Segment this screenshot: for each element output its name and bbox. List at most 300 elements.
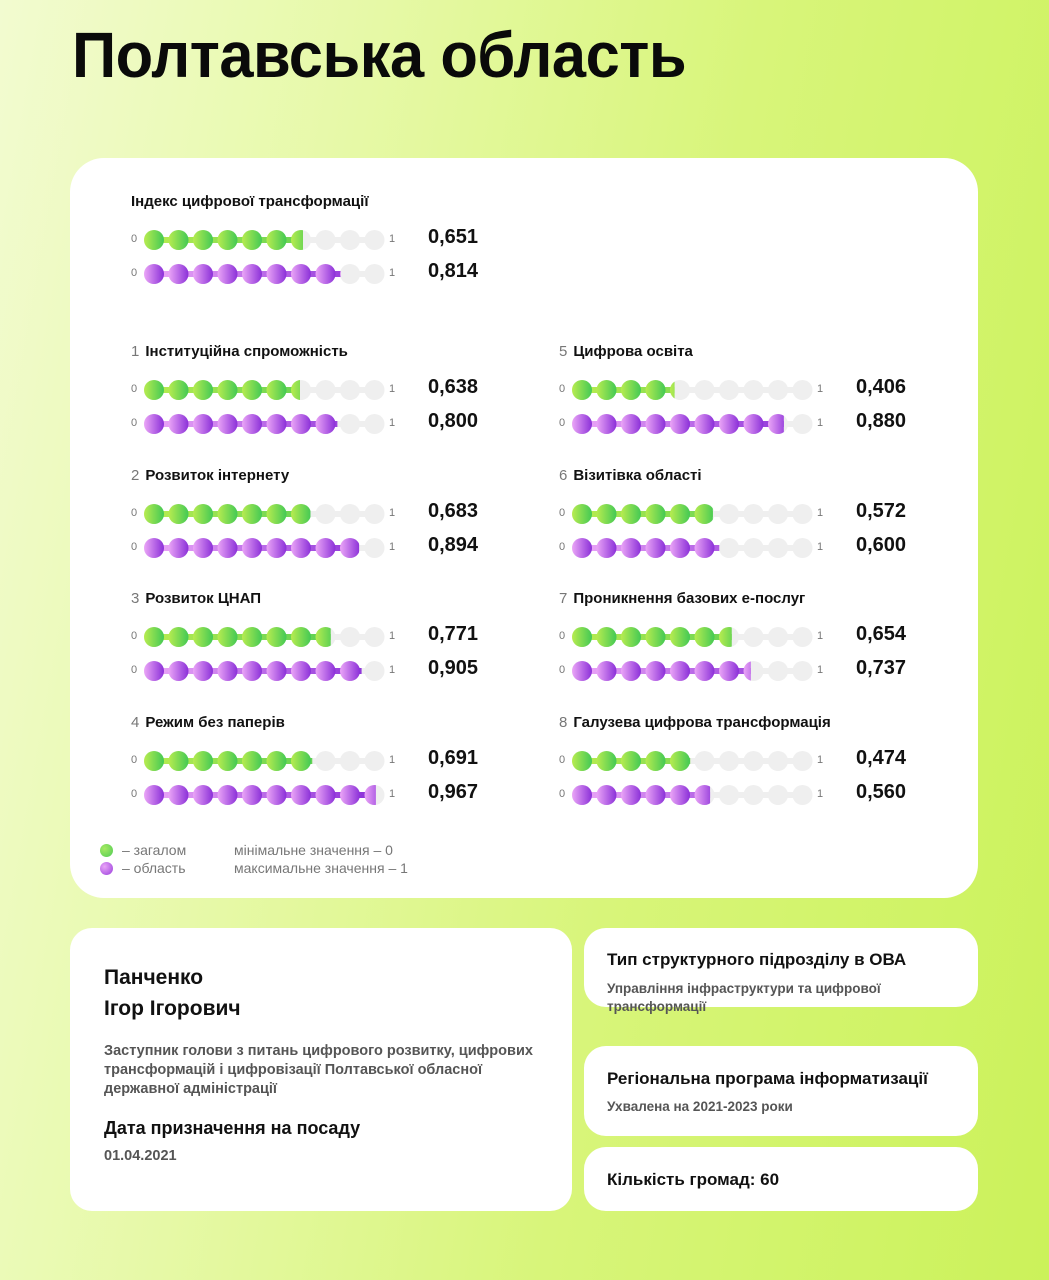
- block-title: [559, 590, 805, 607]
- row-overall: [131, 226, 491, 251]
- bar-bead: [719, 380, 739, 400]
- value-region: 0,967: [428, 781, 479, 803]
- value-overall: 0,654: [856, 623, 907, 645]
- bar-bead: [695, 627, 715, 647]
- row-overall: [559, 623, 919, 648]
- value-overall: 0,651: [428, 226, 479, 248]
- bar-region: [143, 263, 386, 285]
- bar-region: [571, 537, 814, 559]
- bar-bead: [670, 414, 690, 434]
- bar-bead: [646, 785, 666, 805]
- bar-bead: [646, 661, 666, 681]
- bar-overall: [571, 750, 814, 772]
- bar-bead: [193, 230, 213, 250]
- bar-bead: [144, 504, 164, 524]
- row-overall: [131, 623, 491, 648]
- bar-bead: [365, 414, 385, 434]
- bar-bead: [144, 264, 164, 284]
- bar-bead: [621, 538, 641, 558]
- bar-bead: [768, 538, 788, 558]
- bar-bead: [340, 264, 360, 284]
- bar-fill: [572, 414, 813, 434]
- scale-max-label: 1: [389, 267, 396, 279]
- bar-bead: [267, 627, 287, 647]
- scale-min-label: 0: [131, 630, 138, 642]
- scale-min-label: 0: [131, 383, 138, 395]
- bar-bead: [793, 627, 813, 647]
- row-region: [131, 781, 491, 806]
- block-label: Розвиток інтернету: [145, 467, 290, 484]
- bar-bead: [695, 414, 715, 434]
- bar-bead: [597, 504, 617, 524]
- bar-bead: [340, 230, 360, 250]
- bar-bead: [621, 414, 641, 434]
- bar-bead: [597, 751, 617, 771]
- bar-overall: [143, 229, 386, 251]
- block-label: Візитівка області: [573, 467, 702, 484]
- bar-bead: [169, 751, 189, 771]
- bar-bead: [169, 264, 189, 284]
- bar-bead: [365, 380, 385, 400]
- bar-bead: [646, 380, 666, 400]
- official-name: [104, 962, 241, 1024]
- bar-bead: [340, 627, 360, 647]
- bar-bead: [291, 264, 311, 284]
- bar-bead: [193, 751, 213, 771]
- value-region: 0,880: [856, 410, 907, 432]
- row-overall: [131, 500, 491, 525]
- bar-bead: [646, 504, 666, 524]
- value-overall: 0,474: [856, 747, 907, 769]
- value-region: 0,894: [428, 534, 479, 556]
- block-number: 8: [559, 714, 568, 731]
- bar-region: [143, 660, 386, 682]
- bar-bead: [768, 504, 788, 524]
- bar-bead: [646, 538, 666, 558]
- row-region: [131, 260, 491, 285]
- legend-dot-overall-icon: [100, 844, 113, 857]
- block-number: 4: [131, 714, 140, 731]
- bar-bead: [242, 264, 262, 284]
- scale-max-label: 1: [389, 754, 396, 766]
- bar-bead: [193, 264, 213, 284]
- bar-region: [143, 413, 386, 435]
- bar-bead: [695, 661, 715, 681]
- bar-bead: [744, 751, 764, 771]
- bar-bead: [646, 751, 666, 771]
- row-overall: [559, 376, 919, 401]
- bar-bead: [572, 627, 592, 647]
- scale-min-label: 0: [131, 233, 138, 245]
- scale-min-label: 0: [131, 417, 138, 429]
- appointment-date-label: Дата призначення на посаду: [104, 1118, 361, 1138]
- bar-bead: [316, 538, 336, 558]
- bar-bead: [744, 504, 764, 524]
- bar-region: [143, 537, 386, 559]
- bar-bead: [169, 627, 189, 647]
- row-overall: [131, 747, 491, 772]
- official-role: Заступник голови з питань цифрового розвитку, цифрових трансформацій і цифровізації Полтавської обласної державної адміністрації: [104, 1043, 533, 1097]
- scale-max-label: 1: [817, 630, 824, 642]
- bar-region: [571, 413, 814, 435]
- block-label: Режим без паперів: [145, 714, 285, 731]
- bar-bead: [291, 627, 311, 647]
- bar-bead: [695, 751, 715, 771]
- bar-bead: [193, 538, 213, 558]
- index-chart-card: [70, 158, 978, 898]
- bar-bead: [768, 627, 788, 647]
- block-label: Галузева цифрова трансформація: [573, 714, 831, 731]
- row-overall: [559, 500, 919, 525]
- bar-overall: [143, 626, 386, 648]
- unit-type-title: Тип структурного підрозділу в ОВА: [607, 950, 907, 969]
- value-overall: 0,683: [428, 500, 479, 522]
- bar-bead: [242, 538, 262, 558]
- bar-bead: [670, 538, 690, 558]
- official-card: [70, 928, 572, 1211]
- bar-bead: [267, 785, 287, 805]
- bar-overall: [143, 750, 386, 772]
- bar-overall: [571, 503, 814, 525]
- bar-bead: [316, 504, 336, 524]
- block-label: Індекс цифрової трансформації: [131, 193, 369, 210]
- bar-bead: [744, 414, 764, 434]
- bar-fill: [144, 538, 385, 558]
- communities-card: [584, 1147, 978, 1211]
- bar-bead: [193, 627, 213, 647]
- bar-bead: [144, 751, 164, 771]
- bar-bead: [597, 538, 617, 558]
- bar-bead: [267, 504, 287, 524]
- value-region: 0,600: [856, 534, 907, 556]
- bar-overall: [571, 379, 814, 401]
- legend-note-min: мінімальне значення – 0: [234, 842, 393, 858]
- bar-bead: [169, 785, 189, 805]
- bar-bead: [597, 785, 617, 805]
- bar-bead: [670, 785, 690, 805]
- legend-label-region: – область: [122, 860, 186, 876]
- block-number: 3: [131, 590, 140, 607]
- bar-bead: [719, 785, 739, 805]
- bar-bead: [597, 380, 617, 400]
- bar-bead: [218, 504, 238, 524]
- bar-bead: [291, 504, 311, 524]
- scale-max-label: 1: [817, 541, 824, 553]
- value-overall: 0,572: [856, 500, 907, 522]
- value-overall: 0,638: [428, 376, 479, 398]
- bar-bead: [193, 661, 213, 681]
- row-overall: [559, 747, 919, 772]
- bar-bead: [793, 414, 813, 434]
- block-title: [131, 714, 285, 731]
- bar-bead: [291, 538, 311, 558]
- bar-region: [143, 784, 386, 806]
- bar-bead: [267, 380, 287, 400]
- bar-bead: [621, 661, 641, 681]
- scale-min-label: 0: [131, 267, 138, 279]
- bar-bead: [193, 785, 213, 805]
- bar-bead: [621, 504, 641, 524]
- bar-bead: [267, 661, 287, 681]
- bar-bead: [218, 230, 238, 250]
- legend-label-overall: – загалом: [122, 842, 187, 858]
- bar-bead: [744, 785, 764, 805]
- bar-bead: [365, 264, 385, 284]
- bar-bead: [340, 504, 360, 524]
- bar-bead: [719, 504, 739, 524]
- scale-min-label: 0: [131, 754, 138, 766]
- bar-bead: [572, 414, 592, 434]
- bar-bead: [144, 538, 164, 558]
- bar-bead: [267, 264, 287, 284]
- bar-bead: [316, 414, 336, 434]
- bar-bead: [144, 785, 164, 805]
- bar-bead: [340, 380, 360, 400]
- bar-bead: [169, 230, 189, 250]
- block-number: 7: [559, 590, 568, 607]
- bar-bead: [793, 751, 813, 771]
- info-program-value: Ухвалена на 2021-2023 роки: [607, 1099, 793, 1114]
- bar-bead: [169, 380, 189, 400]
- bar-bead: [768, 785, 788, 805]
- bar-bead: [291, 661, 311, 681]
- scale-min-label: 0: [559, 383, 566, 395]
- bar-bead: [621, 751, 641, 771]
- scale-min-label: 0: [559, 630, 566, 642]
- bar-bead: [316, 380, 336, 400]
- bar-bead: [621, 785, 641, 805]
- bar-bead: [218, 380, 238, 400]
- block-title: [131, 343, 348, 360]
- legend-note-max: максимальне значення – 1: [234, 860, 408, 876]
- block-title: [131, 590, 261, 607]
- value-overall: 0,406: [856, 376, 907, 398]
- bar-bead: [267, 230, 287, 250]
- bar-bead: [744, 538, 764, 558]
- bar-bead: [646, 414, 666, 434]
- bar-bead: [670, 504, 690, 524]
- scale-max-label: 1: [817, 507, 824, 519]
- scale-min-label: 0: [559, 754, 566, 766]
- bar-bead: [670, 627, 690, 647]
- bar-bead: [242, 627, 262, 647]
- scale-max-label: 1: [389, 541, 396, 553]
- bar-bead: [340, 538, 360, 558]
- bar-bead: [365, 627, 385, 647]
- bar-bead: [793, 538, 813, 558]
- value-overall: 0,771: [428, 623, 479, 645]
- bar-bead: [695, 538, 715, 558]
- bar-bead: [291, 785, 311, 805]
- bar-fill: [144, 785, 385, 805]
- bar-bead: [719, 414, 739, 434]
- bar-region: [571, 784, 814, 806]
- bar-bead: [572, 751, 592, 771]
- value-region: 0,814: [428, 260, 479, 282]
- bar-bead: [719, 661, 739, 681]
- bar-bead: [218, 785, 238, 805]
- bar-bead: [340, 661, 360, 681]
- block-label: Проникнення базових е-послуг: [573, 590, 806, 607]
- bar-bead: [218, 751, 238, 771]
- page-title: Полтавська область: [72, 19, 687, 91]
- scale-min-label: 0: [559, 507, 566, 519]
- bar-bead: [291, 751, 311, 771]
- bar-bead: [695, 504, 715, 524]
- value-region: 0,560: [856, 781, 907, 803]
- bar-overall: [143, 379, 386, 401]
- bar-bead: [695, 380, 715, 400]
- bar-fill: [144, 661, 385, 681]
- bar-bead: [144, 661, 164, 681]
- value-region: 0,800: [428, 410, 479, 432]
- scale-min-label: 0: [559, 664, 566, 676]
- bar-bead: [768, 661, 788, 681]
- scale-min-label: 0: [131, 788, 138, 800]
- bar-bead: [340, 414, 360, 434]
- bar-bead: [218, 661, 238, 681]
- block-number: 5: [559, 343, 568, 360]
- block-title: [559, 714, 831, 731]
- bar-region: [571, 660, 814, 682]
- block-number: 2: [131, 467, 140, 484]
- bar-bead: [768, 380, 788, 400]
- bar-bead: [719, 538, 739, 558]
- appointment-date: 01.04.2021: [104, 1148, 177, 1164]
- row-overall: [131, 376, 491, 401]
- bar-bead: [793, 661, 813, 681]
- bar-bead: [218, 627, 238, 647]
- bar-bead: [768, 751, 788, 771]
- bar-overall: [143, 503, 386, 525]
- bar-bead: [646, 627, 666, 647]
- bar-bead: [572, 504, 592, 524]
- bar-bead: [316, 230, 336, 250]
- bar-bead: [793, 504, 813, 524]
- bar-bead: [144, 414, 164, 434]
- unit-type-card: [584, 928, 978, 1014]
- bar-bead: [267, 414, 287, 434]
- bar-bead: [365, 661, 385, 681]
- block-label: Інституційна спроможність: [145, 343, 348, 360]
- scale-min-label: 0: [131, 507, 138, 519]
- bar-bead: [597, 414, 617, 434]
- value-region: 0,737: [856, 657, 907, 679]
- bar-bead: [572, 785, 592, 805]
- bar-bead: [218, 538, 238, 558]
- scale-max-label: 1: [389, 664, 396, 676]
- bar-bead: [719, 751, 739, 771]
- bar-bead: [242, 751, 262, 771]
- bar-bead: [572, 538, 592, 558]
- bar-bead: [621, 627, 641, 647]
- row-region: [559, 781, 919, 806]
- bar-bead: [572, 380, 592, 400]
- bar-bead: [242, 380, 262, 400]
- bar-bead: [365, 538, 385, 558]
- scale-min-label: 0: [131, 664, 138, 676]
- bar-bead: [365, 504, 385, 524]
- block-title: [131, 193, 369, 210]
- bar-bead: [242, 504, 262, 524]
- scale-max-label: 1: [817, 788, 824, 800]
- unit-type-value: Управління інфраструктури та цифрової трансформації: [607, 981, 881, 1014]
- scale-min-label: 0: [559, 417, 566, 429]
- row-region: [559, 657, 919, 682]
- bar-bead: [242, 785, 262, 805]
- scale-max-label: 1: [817, 754, 824, 766]
- bar-bead: [291, 414, 311, 434]
- row-region: [131, 410, 491, 435]
- scale-min-label: 0: [559, 788, 566, 800]
- block-number: 1: [131, 343, 140, 360]
- info-program-title: Регіональна програма інформатизації: [607, 1069, 928, 1088]
- bar-bead: [193, 380, 213, 400]
- bar-bead: [793, 380, 813, 400]
- bar-bead: [621, 380, 641, 400]
- official-given-name: Ігор Ігорович: [104, 997, 241, 1020]
- block-label: Цифрова освіта: [573, 343, 693, 360]
- scale-min-label: 0: [559, 541, 566, 553]
- scale-max-label: 1: [389, 630, 396, 642]
- scale-min-label: 0: [131, 541, 138, 553]
- row-region: [131, 657, 491, 682]
- block-title: [131, 467, 289, 484]
- block-title: [559, 343, 693, 360]
- bar-bead: [316, 751, 336, 771]
- scale-max-label: 1: [817, 664, 824, 676]
- bar-bead: [169, 538, 189, 558]
- block-number: 6: [559, 467, 568, 484]
- value-overall: 0,691: [428, 747, 479, 769]
- scale-max-label: 1: [817, 417, 824, 429]
- communities-count: Кількість громад: 60: [607, 1170, 780, 1189]
- block-title: [559, 467, 702, 484]
- bar-bead: [793, 785, 813, 805]
- bar-bead: [340, 785, 360, 805]
- bar-bead: [144, 380, 164, 400]
- bar-bead: [670, 661, 690, 681]
- bar-bead: [169, 661, 189, 681]
- scale-max-label: 1: [389, 233, 396, 245]
- bar-bead: [670, 751, 690, 771]
- bar-bead: [365, 230, 385, 250]
- bar-bead: [597, 661, 617, 681]
- bar-bead: [267, 751, 287, 771]
- bar-bead: [267, 538, 287, 558]
- bar-overall: [571, 626, 814, 648]
- bar-bead: [218, 414, 238, 434]
- row-region: [131, 534, 491, 559]
- scale-max-label: 1: [817, 383, 824, 395]
- bar-bead: [169, 414, 189, 434]
- block-label: Розвиток ЦНАП: [145, 590, 262, 607]
- bar-bead: [365, 751, 385, 771]
- bar-bead: [340, 751, 360, 771]
- row-region: [559, 410, 919, 435]
- bar-bead: [242, 661, 262, 681]
- row-region: [559, 534, 919, 559]
- info-program-card: [584, 1046, 978, 1136]
- value-region: 0,905: [428, 657, 479, 679]
- bar-bead: [242, 414, 262, 434]
- official-surname: Панченко: [104, 966, 204, 989]
- bar-bead: [597, 627, 617, 647]
- bar-bead: [242, 230, 262, 250]
- scale-max-label: 1: [389, 788, 396, 800]
- bar-bead: [193, 504, 213, 524]
- bar-bead: [572, 661, 592, 681]
